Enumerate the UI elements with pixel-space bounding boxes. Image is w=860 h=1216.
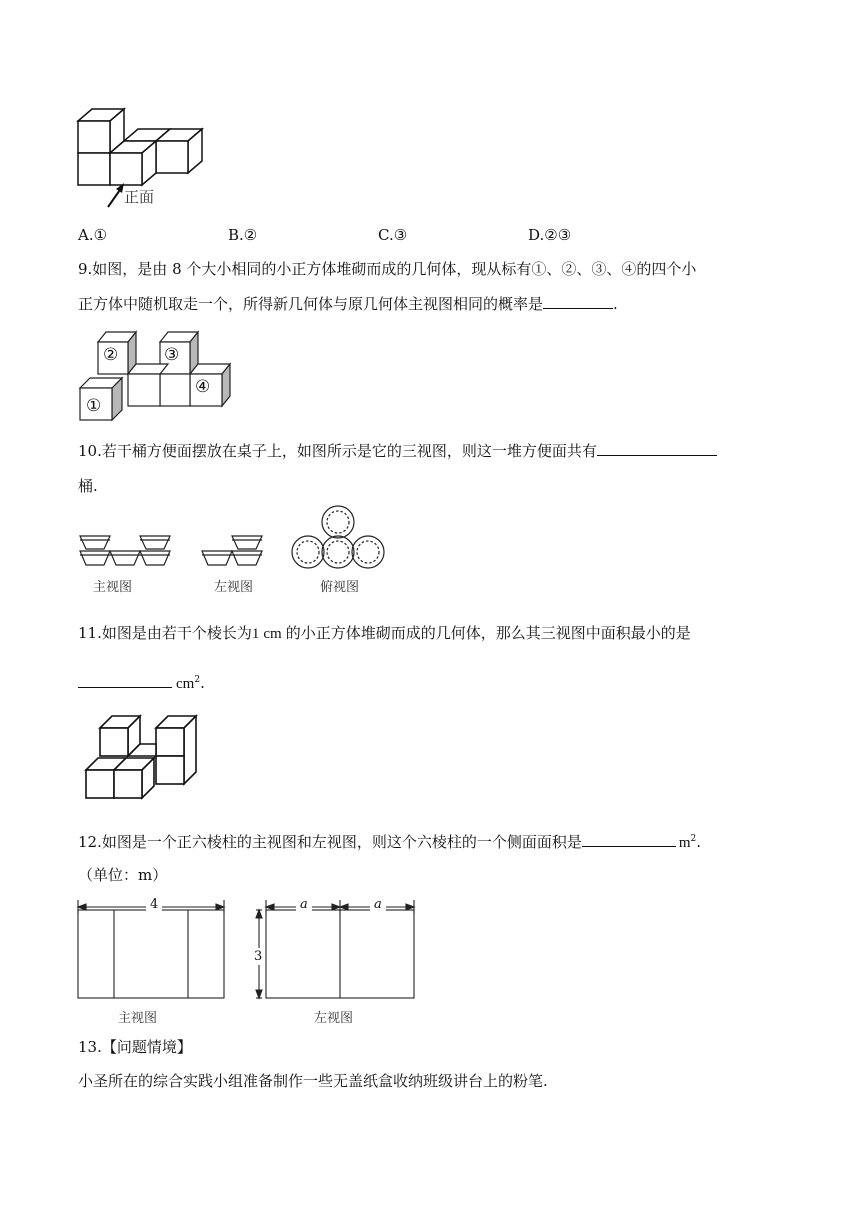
q13-line1: 小圣所在的综合实践小组准备制作一些无盖纸盒收纳班级讲台上的粉笔. [78,1072,548,1090]
option-c: C.③ [378,226,408,244]
q10-top-view [290,504,388,572]
q10-caption-left: 左视图 [214,580,254,595]
q12-line1: 12.如图是一个正六棱柱的主视图和左视图，则这个六棱柱的一个侧面面积是 $m^2$. [78,833,702,851]
q12-caption-left: 左视图 [314,1011,354,1026]
option-d: D.②③ [528,226,572,244]
q10-answer-blank[interactable] [597,440,717,456]
q10-line1: 10.若干桶方便面摆放在桌子上，如图所示是它的三视图，则这一堆方便面共有 [78,440,717,462]
q10-caption-front: 主视图 [93,580,133,595]
q12-dim-a1: a [296,897,312,912]
q9-answer-blank[interactable] [543,293,613,309]
q12-dim-a2: a [370,897,386,912]
q13-title: 13.【问题情境】 [78,1038,192,1056]
q11-cube-figure [84,712,214,804]
q12-dim-height: 3 [254,949,263,964]
q11-line1: 11.如图是由若干个棱长为1 cm 的小正方体堆砌而成的几何体，那么其三视图中面积最小的是 [78,624,691,642]
q9-label-4: ④ [195,377,211,397]
q9-label-3: ③ [164,345,180,365]
q12-dim-width: 4 [146,897,162,912]
q9-label-2: ② [103,345,119,365]
q9-line2: 正方体中随机取走一个，所得新几何体与原几何体主视图相同的概率是 . [78,295,618,313]
q12-left-view [250,896,416,1002]
option-b: B.② [228,226,258,244]
q11-line2: $cm^2$. [78,669,205,695]
option-a: A.① [78,226,108,244]
q11-answer-blank[interactable] [78,672,172,688]
q10-left-view [200,534,266,568]
q12-unit-note: （单位：m） [78,866,168,884]
front-label: 正面 [124,188,155,206]
q12-answer-blank[interactable] [582,831,676,847]
q12-caption-front: 主视图 [118,1011,158,1026]
q9-line1: 9.如图，是由 8 个大小相同的小正方体堆砌而成的几何体，现从标有①、②、③、④的四个小 [78,260,697,278]
q10-front-view [78,534,174,568]
q10-caption-top: 俯视图 [320,580,360,595]
q10-line2: 桶. [78,477,98,495]
q9-label-1: ① [86,396,102,416]
